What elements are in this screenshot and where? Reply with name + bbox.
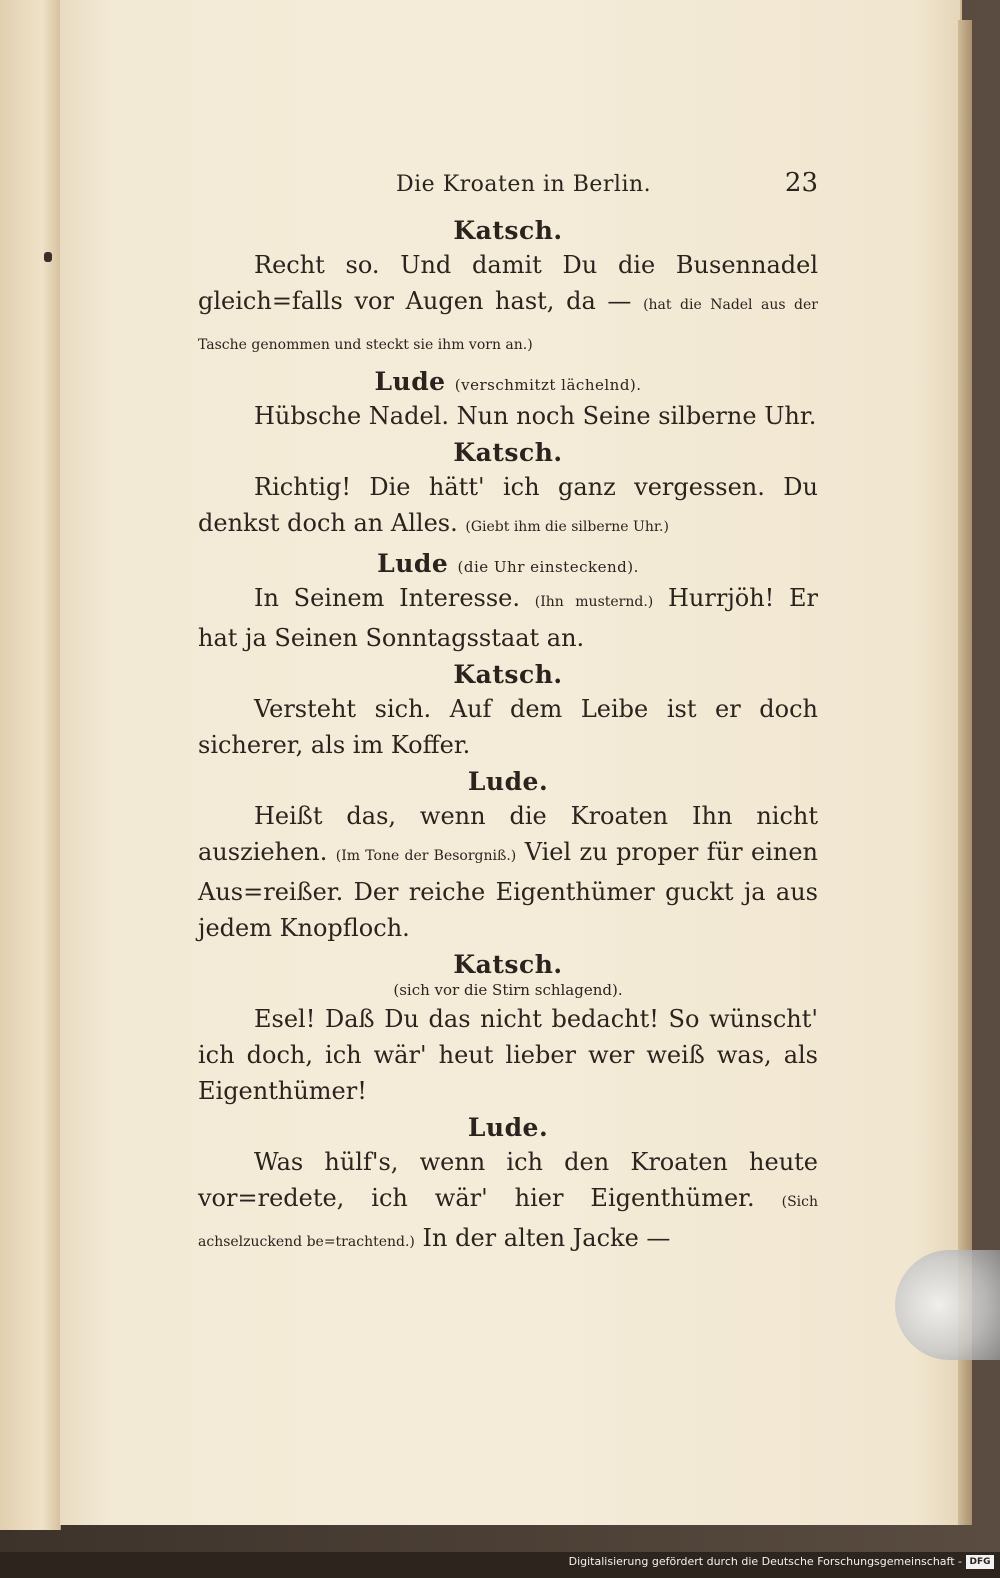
dialogue-text: Recht so. Und damit Du die Busennadel gleich=falls vor Augen hast, da — <box>198 251 818 315</box>
speaker-name: Katsch. <box>453 216 563 245</box>
dfg-logo: DFG <box>966 1555 994 1569</box>
speaker-name: Lude <box>377 549 449 578</box>
stage-direction: (hat die Nadel aus der Tasche genommen und steckt sie ihm vorn an.) <box>198 297 818 353</box>
speaker-label <box>198 1113 818 1142</box>
speaker-name: Lude. <box>467 1113 549 1142</box>
previous-page-edge <box>0 0 61 1530</box>
dialogue-text: Richtig! Die hätt' ich ganz vergessen. Du denkst doch an Alles. <box>198 473 818 537</box>
speaker-name: Katsch. <box>453 950 563 979</box>
running-title: Die Kroaten in Berlin. <box>396 172 652 197</box>
page-number: 23 <box>784 168 818 198</box>
dialogue-paragraph <box>198 398 818 434</box>
stage-direction-line: (sich vor die Stirn schlagend). <box>393 981 623 999</box>
dialogue-paragraph <box>198 798 818 946</box>
speaker-name: Lude. <box>467 767 549 796</box>
dialogue-text: Hübsche Nadel. Nun noch Seine silberne Uhr. <box>254 402 817 430</box>
speaker-label <box>198 438 818 467</box>
stage-direction: (verschmitzt lächelnd). <box>454 376 642 394</box>
funding-credit: Digitalisierung gefördert durch die Deutsche Forschungsgemeinschaft - <box>568 1555 962 1568</box>
speaker-name: Katsch. <box>453 660 563 689</box>
page-clip <box>895 1250 1000 1360</box>
running-header <box>198 168 818 212</box>
stage-direction: (Im Tone der Besorgniß.) <box>335 848 517 864</box>
stage-direction: (Giebt ihm die silberne Uhr.) <box>465 519 669 535</box>
dialogue-text: Was hülf's, wenn ich den Kroaten heute vor=redete, ich wär' hier Eigenthümer. <box>198 1148 818 1212</box>
dialogue-text: Versteht sich. Auf dem Leibe ist er doch sicherer, als im Koffer. <box>198 695 818 759</box>
dialogue-text: In Seinem Interesse. <box>254 584 521 612</box>
speaker-label <box>198 216 818 245</box>
dialogue-paragraph <box>198 691 818 763</box>
dialogue-text: Esel! Daß Du das nicht bedacht! So wünscht' ich doch, ich wär' heut lieber wer weiß was, als Eigenthümer! <box>198 1005 818 1105</box>
page-content <box>198 168 818 1260</box>
dialogue-text: Viel zu proper für einen Aus=reißer. Der reiche Eigenthümer guckt ja aus jedem Knopfloch. <box>198 838 819 942</box>
stage-direction: (Ihn musternd.) <box>534 594 654 610</box>
dialogue-paragraph <box>198 580 818 656</box>
speaker-label <box>198 367 818 396</box>
speaker-label <box>198 950 818 979</box>
dialogue-text: Hurrjöh! Er hat ja Seinen Sonntagsstaat an. <box>198 584 819 652</box>
speaker-name: Katsch. <box>453 438 563 467</box>
dialogue-paragraph <box>198 1144 818 1260</box>
dialogue-paragraph <box>198 247 818 363</box>
speaker-label <box>198 660 818 689</box>
dialogue-text: Heißt das, wenn die Kroaten Ihn nicht ausziehen. <box>198 802 818 866</box>
speaker-label <box>198 549 818 578</box>
speaker-label <box>198 767 818 796</box>
stage-direction: (die Uhr einsteckend). <box>457 558 639 576</box>
stage-direction: (Sich achselzuckend be=trachtend.) <box>198 1194 818 1250</box>
dialogue-paragraph <box>198 469 818 545</box>
ink-mark <box>44 252 52 262</box>
dialogue-text: In der alten Jacke — <box>422 1224 671 1252</box>
dialogue-paragraph <box>198 1001 818 1109</box>
speaker-name: Lude <box>374 367 446 396</box>
